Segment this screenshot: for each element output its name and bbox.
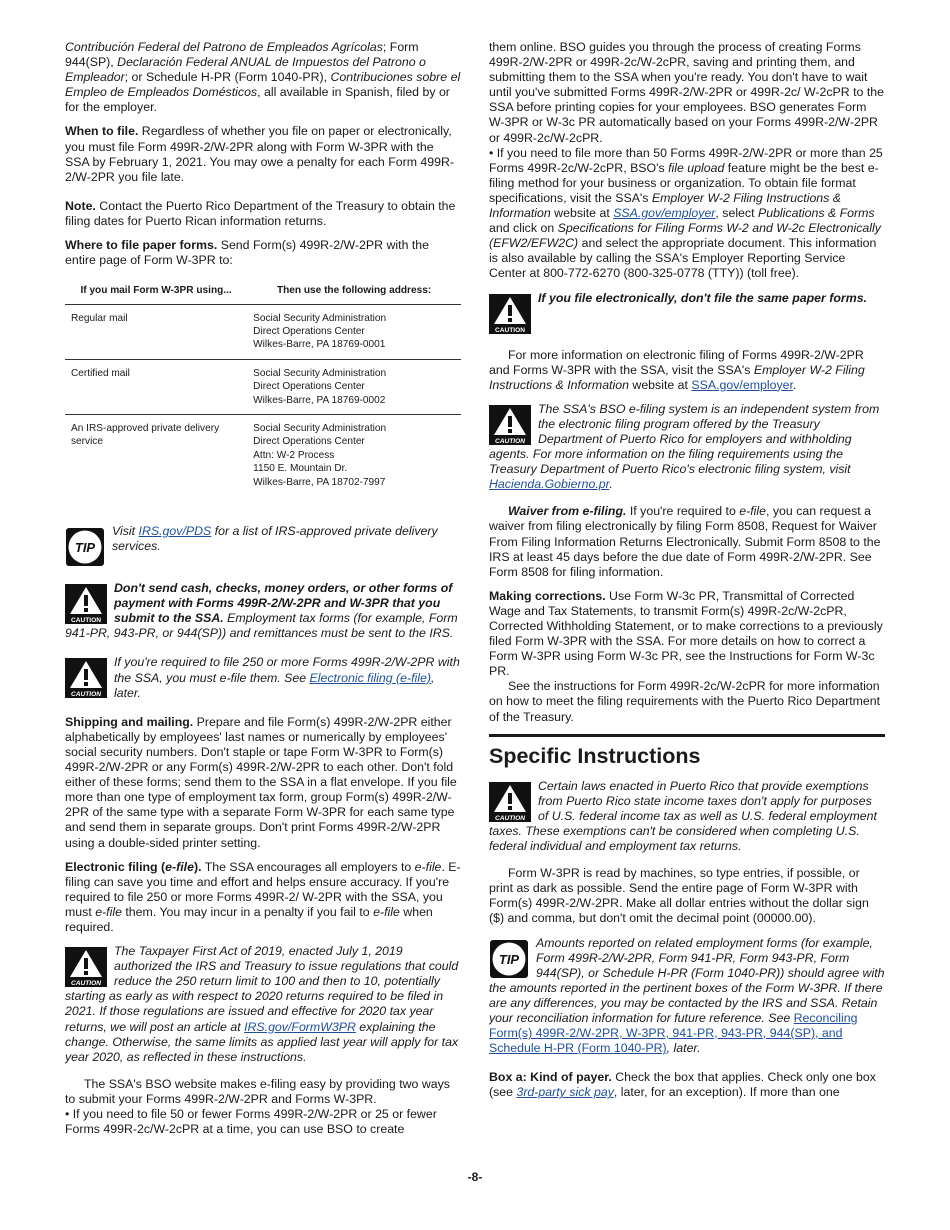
- table-header-method: If you mail Form W-3PR using...: [65, 284, 247, 304]
- when-to-file-heading: When to file.: [65, 124, 139, 139]
- tip-icon: [65, 527, 105, 567]
- mail-method: Regular mail: [65, 304, 247, 359]
- efile-heading: Electronic filing (e-file).: [65, 859, 202, 874]
- third-party-sick-pay-link[interactable]: 3rd-party sick pay: [516, 1085, 614, 1100]
- svg-text:CAUTION: CAUTION: [494, 326, 526, 334]
- table-row: [65, 359, 461, 414]
- caution-taxpayer-first-act: CAUTION The Taxpayer First Act of 2019, enacted July 1, 2019 authorized the IRS and Treasury to issue regulations that could reduce the 250 return limit to 100 and then to 10, potentially starting as early as with respect to 2020 returns required to be filed in 2021. If those regulations are issued and effective for 2020 tax year returns, we will post an article at IRS.gov/FormW3PR explaining the change. Otherwise, the same limits as applied last year will apply for tax year 2020, as reflected in these instructions.: [65, 944, 459, 1064]
- svg-text:CAUTION: CAUTION: [70, 980, 102, 988]
- svg-text:TIP: TIP: [498, 951, 520, 967]
- ssa-employer-link-2[interactable]: SSA.gov/employer: [691, 377, 793, 392]
- table-row: [65, 415, 461, 497]
- more-info-paragraph: For more information on electronic filing of Forms 499R-2/W-2PR and Forms W-3PR with the SSA, visit the SSA's Employer W-2 Filing Instructions & Information website at SSA.gov/employer.: [489, 347, 865, 392]
- svg-text:CAUTION: CAUTION: [70, 691, 102, 699]
- caution-bso-independent: CAUTION The SSA's BSO e-filing system is an independent system from the electronic filing program offered by the Treasury Department of Puerto Rico for employers and withholding agents. For more information on the filing requirements using the Treasury Department of Puerto Rico's electronic filing system, visit Hacienda.Gobierno.pr.: [489, 401, 880, 492]
- where-to-file-paragraph: Where to file paper forms. Send Form(s) 499R-2/W-2PR with the entire page of Form W-3PR to:: [65, 238, 430, 268]
- caution-efile-250: CAUTION If you're required to file 250 or more Forms 499R-2/W-2PR with the SSA, you must e-file them. See Electronic filing (e-file), later.: [65, 655, 461, 700]
- caution-icon: [489, 294, 531, 334]
- mailing-address-table: [65, 284, 461, 496]
- caution-icon: [65, 658, 107, 698]
- left-column: [65, 40, 461, 1137]
- efile-paragraph: Electronic filing (e-file). The SSA encourages all employers to e-file. E-filing can save you time and effort and helps ensure accuracy. If you're required to file 250 or more Forms 499R-2/ W-2PR with the SSA, you must e-file them. You may incur in a penalty if you fail to e-file when required.: [65, 859, 461, 934]
- hacienda-link[interactable]: Hacienda.Gobierno.pr: [489, 477, 610, 492]
- mail-address: Social Security Administration Direct Operations Center Wilkes-Barre, PA 18769-0002: [247, 359, 461, 414]
- shipping-paragraph: Shipping and mailing. Prepare and file Form(s) 499R-2/W-2PR either alphabetically by employees' last names or numerically by employees' social security numbers. Don't staple or tape Form W-3PR to Form(s) 499R-2/W-2PR or any Form(s) 499R-2/W-2PR to each other. Don't fold either of these forms; send them to the SSA in a flat envelope. If you file more than one type of employment tax form, group Form(s) 499R-2/W-2PR of the same type with a separate Form W-3PR for each same type and send them in separate groups. Don't print Forms 499R-2/W-2PR using a double-sided printer setting.: [65, 714, 457, 850]
- tip-reconciliation: TIP Amounts reported on related employment forms (for example, Form 499R-2/W-2PR, Form 941-PR, Form 943-PR, Form 944(SP), or Schedule H-PR (Form 1040-PR)) should agree with the amounts reported in the pertinent boxes of the Form W-3PR. If there are any differences, you may be contacted by the IRS and SSA. Retain your reconciliation information for future reference. See Reconciling Form(s) 499R-2/W-2PR, W-3PR, 941-PR, 943-PR, 944(SP), and Schedule H-PR (Form 1040-PR), later.: [489, 935, 885, 1056]
- table-row: [65, 304, 461, 359]
- reconciling-forms-link[interactable]: Reconciling Form(s) 499R-2/W-2PR, W-3PR, 941-PR, 943-PR, 944(SP), and Schedule H-PR (Form 1040-PR): [489, 1010, 858, 1056]
- ssa-employer-link[interactable]: SSA.gov/employer: [613, 206, 716, 221]
- mail-address: Social Security Administration Direct Operations Center Attn: W-2 Process 1150 E. Mountain Dr. Wilkes-Barre, PA 18702-7997: [253, 423, 387, 488]
- section-divider: [489, 734, 885, 737]
- shipping-heading: Shipping and mailing.: [65, 714, 194, 729]
- caution-no-paper: CAUTION If you file electronically, don't file the same paper forms.: [489, 291, 885, 334]
- bso-continued: them online. BSO guides you through the process of creating Forms 499R-2/W-2PR or 499R-2c/W-2cPR, saving and printing them, and submitting them to the SSA when you're ready. You don't have to wait until you've submitted Forms 499R-2/W-2PR or 499R-2c/ W-2cPR to the SSA before printing copies for your employees. BSO generates Form W-3PR or W-3c PR automatically based on your Forms 499R-2/W-2PR or 499R-2c/W-2cPR.: [489, 40, 884, 145]
- caution-no-cash: CAUTION Don't send cash, checks, money orders, or other forms of payment with Forms 499R-2/W-2PR and W-3PR that you submit to the SSA. Employment tax forms (for example, Form 941-PR, 943-PR, or 944(SP)) and remittances must be sent to the IRS.: [65, 581, 458, 641]
- box-a-heading: Box a: Kind of payer.: [489, 1070, 612, 1085]
- when-to-file-paragraph: When to file. Regardless of whether you file on paper or electronically, you must file Form 499R-2/W-2PR along with Form W-3PR with the SSA by February 1, 2021. You may owe a penalty for each Form 499R-2/W-2PR you file late.: [65, 124, 455, 184]
- mail-method: Certified mail: [65, 359, 247, 414]
- bso-paragraph: The SSA's BSO website makes e-filing easy by providing two ways to submit your Forms 499R-2/W-2PR and Forms W-3PR. • If you need to file 50 or fewer Forms 499R-2/W-2PR or 25 or fewer Forms 499R-2c/W-2cPR at a time, you can use BSO to create: [65, 1077, 461, 1137]
- waiver-heading: Waiver from e-filing.: [508, 504, 627, 519]
- corrections-heading: Making corrections.: [489, 588, 606, 603]
- table-header-address: Then use the following address:: [247, 284, 461, 304]
- machine-read-paragraph: Form W-3PR is read by machines, so type entries, if possible, or print as dark as possible. Send the entire page of Form W-3PR with Form(s) 499R-2/W-2PR. Make all dollar entries without the dollar sign ($) and comma, but don't omit the decimal point (00000.00).: [489, 866, 869, 926]
- caution-pr-exemptions: CAUTION Certain laws enacted in Puerto Rico that provide exemptions from Puerto Rico state income taxes don't apply for purposes of U.S. federal income tax as well as U.S. federal employment taxes. These exemptions can't be considered when completing U.S. federal individual and employment tax returns.: [489, 778, 877, 854]
- tip-icon: [489, 939, 529, 979]
- intro-paragraph: Contribución Federal del Patrono de Empleados Agrícolas; Form 944(SP), Declaración Federal ANUAL de Impuestos del Patrono o Empleador; or Schedule H-PR (Form 1040-PR), Contribuciones sobre el Empleo de Empleados Domésticos, all available in Spanish, filed by or for the employer.: [65, 40, 461, 115]
- waiver-paragraph: Waiver from e-filing. If you're required to e-file, you can request a waiver from filing electronically by filing Form 8508, Request for Waiver From Filing Information Returns Electronically. Submit Form 8508 to the IRS at least 45 days before the due date of Form 499R-2/W-2PR. See Form 8508 for filing information.: [489, 504, 881, 579]
- svg-text:TIP: TIP: [74, 540, 96, 556]
- note-heading: Note.: [65, 198, 96, 213]
- bso-bullet-2: • If you need to file more than 50 Forms 499R-2/W-2PR or more than 25 Forms 499R-2c/W-2cPR, BSO's file upload feature might be the best e-filing method for your business or organization. To obtain file format specifications, visit the SSA's Employer W-2 Filing Instructions & Information website at SSA.gov/employer, select Publications & Forms and click on Specifications for Filing Forms W-2 and W-2c Electronically (EFW2/EFW2C) and select the appropriate document. This information is also available by calling the SSA's Employer Reporting Service Center at 800-772-6270 (800-325-0778 (TTY)) (toll free).: [489, 145, 883, 281]
- caution-icon: [65, 584, 107, 624]
- caution-icon: [489, 405, 531, 445]
- see-instructions-paragraph: See the instructions for Form 499R-2c/W-2cPR for more information on how to meet the filing requirements with the Puerto Rico Department of the Treasury.: [489, 679, 881, 724]
- irs-formw3pr-link[interactable]: IRS.gov/FormW3PR: [244, 1019, 356, 1034]
- where-to-file-heading: Where to file paper forms.: [65, 238, 218, 253]
- irs-pds-link[interactable]: IRS.gov/PDS: [138, 524, 212, 539]
- bso-bullet-1: • If you need to file 50 or fewer Forms 499R-2/W-2PR or 25 or fewer Forms 499R-2c/W-2cPR at a time, you can use BSO to create: [65, 1107, 437, 1137]
- svg-text:CAUTION: CAUTION: [70, 617, 102, 625]
- corrections-paragraph: Making corrections. Use Form W-3c PR, Transmittal of Corrected Wage and Tax Statements, to transmit Form(s) 499R-2c/W-2cPR, Corrected Withholding Statement, or to make corrections to a previously filed Form W-3PR with the SSA. For more details on how to correct a Form W-3PR using Form W-3c PR, see the Instructions for Form W-3c PR.: [489, 588, 883, 679]
- note-paragraph: Note. Contact the Puerto Rico Department of the Treasury to obtain the filing dates for Puerto Rican information returns.: [65, 198, 456, 228]
- mail-method: An IRS-approved private delivery service: [71, 423, 220, 448]
- mail-address: Social Security Administration Direct Operations Center Wilkes-Barre, PA 18769-0001: [247, 304, 461, 359]
- specific-instructions-title: Specific Instructions: [489, 743, 701, 768]
- caution-icon: [489, 782, 531, 822]
- svg-text:CAUTION: CAUTION: [494, 437, 526, 445]
- caution-icon: [65, 947, 107, 987]
- right-column: [489, 40, 885, 1109]
- box-a-paragraph: Box a: Kind of payer. Check the box that applies. Check only one box (see 3rd-party sick pay, later, for an exception). If more than one: [489, 1070, 876, 1100]
- tip-private-delivery: TIP Visit IRS.gov/PDS for a list of IRS-approved private delivery services.: [65, 524, 461, 567]
- page-number: -8-: [467, 1170, 483, 1184]
- svg-text:CAUTION: CAUTION: [494, 814, 526, 822]
- electronic-filing-link[interactable]: Electronic filing (e-file): [309, 670, 431, 685]
